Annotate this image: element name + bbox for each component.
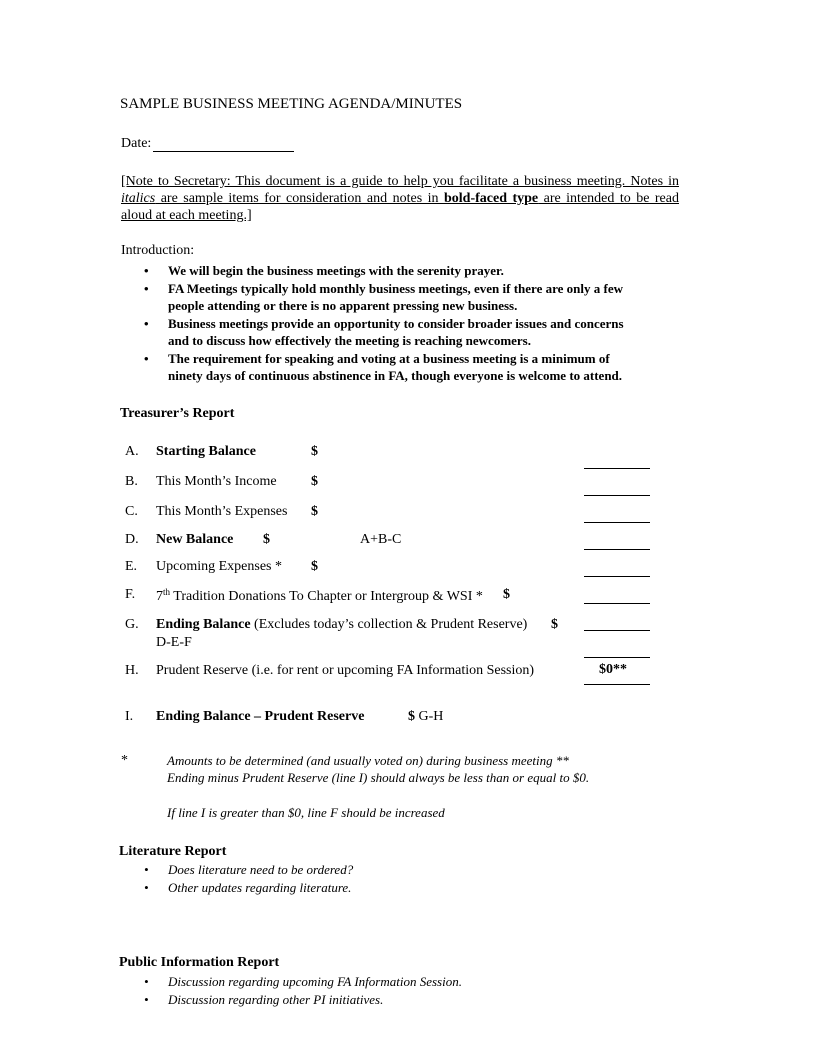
footnote-line-2: Ending minus Prudent Reserve (line I) should always be less than or equal to $0.: [167, 770, 590, 785]
note-line-2: [121, 190, 679, 207]
row-label-income: This Month’s Income: [156, 474, 277, 489]
formula-text: G-H: [418, 709, 444, 724]
list-item-text: Other updates regarding literature.: [168, 879, 352, 895]
row-label-tradition-donations: [156, 587, 483, 605]
secretary-note: [121, 173, 679, 224]
answer-line-d[interactable]: [584, 549, 650, 550]
list-item: [120, 262, 690, 280]
row-letter-c: C.: [125, 504, 138, 519]
dollar-sign: $: [311, 559, 318, 574]
public-info-list: [120, 973, 620, 1008]
answer-line-g[interactable]: [584, 630, 650, 631]
formula-ending-minus-reserve: [408, 709, 443, 725]
list-item: [120, 879, 620, 897]
literature-heading: Literature Report: [119, 844, 227, 859]
prudent-reserve-value: $0**: [599, 662, 627, 677]
public-info-heading: Public Information Report: [119, 955, 280, 970]
list-item-text: Discussion regarding upcoming FA Information Session.: [168, 974, 462, 989]
list-item-text-cont: ninety days of continuous abstinence in FA, though everyone is welcome to attend.: [168, 368, 623, 383]
dollar-sign: $: [311, 504, 318, 519]
list-item-text: FA Meetings typically hold monthly business meetings, even if there are only a few: [168, 280, 623, 296]
dollar-sign: $: [311, 474, 318, 489]
row-label-upcoming-expenses: Upcoming Expenses *: [156, 559, 282, 574]
list-item: [120, 280, 690, 315]
row-label-expenses: This Month’s Expenses: [156, 504, 288, 519]
note-italics-word: italics: [121, 191, 156, 206]
dollar-sign: $: [408, 709, 415, 724]
row-letter-d: D.: [125, 532, 139, 547]
document-title: SAMPLE BUSINESS MEETING AGENDA/MINUTES: [120, 96, 463, 112]
row-letter-i: I.: [125, 709, 134, 724]
list-item: [120, 315, 690, 350]
row-letter-h: H.: [125, 663, 139, 678]
answer-line-f[interactable]: [584, 603, 650, 604]
row-letter-a: A.: [125, 444, 139, 459]
list-item-text-cont: people attending or there is no apparent pressing new business.: [168, 298, 518, 313]
formula-new-balance: A+B-C: [360, 532, 402, 547]
row-label-text: (Excludes today’s collection & Prudent Reserve): [254, 617, 528, 632]
ordinal-number: 7: [156, 589, 163, 604]
footnote-star: *: [121, 753, 128, 768]
row-label-ending-minus-reserve: Ending Balance – Prudent Reserve: [156, 709, 365, 724]
answer-line-g2[interactable]: [584, 657, 650, 658]
list-item-text: We will begin the business meetings with the serenity prayer.: [168, 263, 504, 278]
list-item: [120, 991, 620, 1009]
treasurer-heading: Treasurer’s Report: [120, 406, 235, 421]
row-label-starting-balance: Starting Balance: [156, 444, 256, 459]
list-item-text: Discussion regarding other PI initiatives.: [168, 991, 384, 1007]
answer-line-c[interactable]: [584, 522, 650, 523]
row-letter-f: F.: [125, 587, 136, 602]
ordinal-suffix: th: [163, 587, 171, 597]
date-field-line[interactable]: [153, 151, 294, 152]
list-item: [120, 350, 690, 385]
row-label-prudent-reserve: Prudent Reserve (i.e. for rent or upcoming FA Information Session): [156, 663, 535, 678]
answer-line-a[interactable]: [584, 468, 650, 469]
answer-line-b[interactable]: [584, 495, 650, 496]
introduction-list: [120, 262, 690, 385]
note-bold-phrase: bold-faced type: [443, 191, 539, 206]
note-line-2-end: are intended to be read: [538, 191, 679, 206]
answer-line-h[interactable]: [584, 684, 650, 685]
list-item-text: Does literature need to be ordered?: [168, 862, 354, 877]
row-letter-e: E.: [125, 559, 138, 574]
literature-list: [120, 861, 620, 896]
note-line-3: aloud at each meeting.]: [121, 208, 252, 223]
bullet-icon: •: [144, 315, 149, 331]
dollar-sign: $: [311, 444, 318, 459]
list-item-text: The requirement for speaking and voting at a business meeting is a minimum of: [168, 350, 610, 366]
row-letter-g: G.: [125, 617, 139, 632]
bullet-icon: •: [144, 263, 149, 278]
list-item-text-cont: and to discuss how effectively the meeting is reaching newcomers.: [168, 333, 531, 348]
dollar-sign: $: [263, 532, 270, 547]
introduction-label: Introduction:: [121, 243, 195, 258]
row-label-ending-balance: [156, 617, 527, 633]
dollar-sign: $: [551, 617, 558, 632]
bullet-icon: •: [144, 862, 149, 877]
bullet-icon: •: [144, 974, 149, 989]
bullet-icon: •: [144, 350, 149, 366]
footnote-line-1: Amounts to be determined (and usually voted on) during business meeting **: [167, 753, 569, 768]
list-item: [120, 861, 620, 879]
note-line-2-mid: are sample items for consideration and notes in: [155, 191, 444, 206]
date-label: Date:: [121, 136, 152, 151]
row-letter-b: B.: [125, 474, 138, 489]
dollar-sign: $: [503, 587, 510, 602]
list-item-text: Business meetings provide an opportunity to consider broader issues and concerns: [168, 315, 624, 331]
footnote-line-3: If line I is greater than $0, line F should be increased: [167, 805, 445, 820]
bullet-icon: •: [144, 879, 149, 895]
row-label-new-balance: New Balance: [156, 532, 234, 547]
note-line-1: [Note to Secretary: This document is a guide to help you facilitate a business meeting. Notes in: [121, 174, 679, 189]
formula-ending-balance: D-E-F: [156, 635, 192, 650]
row-label-text: Tradition Donations To Chapter or Intergroup & WSI *: [173, 589, 483, 604]
bullet-icon: •: [144, 991, 149, 1007]
answer-line-e[interactable]: [584, 576, 650, 577]
bullet-icon: •: [144, 280, 149, 296]
list-item: [120, 973, 620, 991]
row-label-bold: Ending Balance: [156, 617, 251, 632]
